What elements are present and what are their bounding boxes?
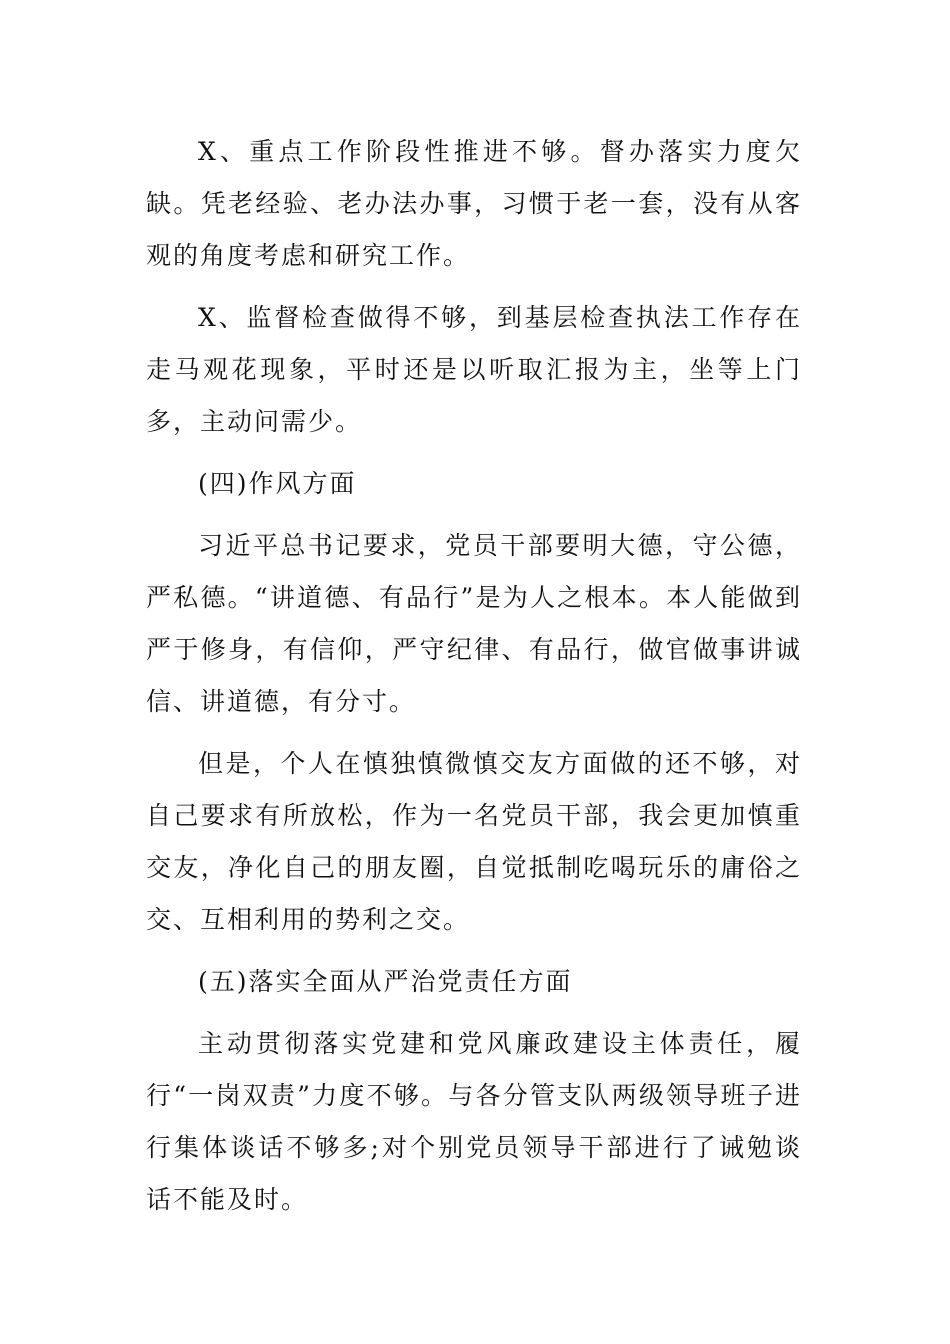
document-body	[146, 126, 802, 1226]
paragraph-morality: 习近平总书记要求，党员干部要明大德，守公德，严私德。“讲道德、有品行”是为人之根本。本人能做到严于修身，有信仰，严守纪律、有品行，做官做事讲诚信、讲道德，有分寸。	[146, 531, 802, 716]
paragraph-friendship: 但是，个人在慎独慎微慎交友方面做的还不够，对自己要求有所放松，作为一名党员干部，我会更加慎重交友，净化自己的朋友圈，自觉抵制吃喝玩乐的庸俗之交、互相利用的势利之交。	[146, 749, 802, 934]
section-heading-style: (四)作风方面	[198, 469, 357, 498]
paragraph-key-work: X、重点工作阶段性推进不够。督办落实力度欠缺。凭老经验、老办法办事，习惯于老一套，没有从客观的角度考虑和研究工作。	[146, 137, 802, 270]
section-heading-responsibility: (五)落实全面从严治党责任方面	[198, 967, 573, 996]
paragraph-supervision: X、监督检查做得不够，到基层检查执法工作存在走马观花现象，平时还是以听取汇报为主，坐等上门多，主动问需少。	[146, 303, 802, 436]
paragraph-party-building: 主动贯彻落实党建和党风廉政建设主体责任，履行“一岗双责”力度不够。与各分管支队两级领导班子进行集体谈话不够多;对个别党员领导干部进行了诫勉谈话不能及时。	[146, 1029, 802, 1214]
